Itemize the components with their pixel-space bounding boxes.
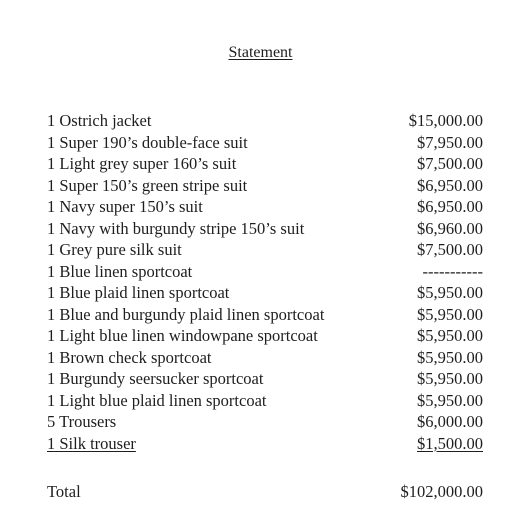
item-amount: $5,950.00 (417, 283, 483, 302)
item-row (47, 239, 483, 261)
item-amount: $15,000.00 (408, 111, 483, 130)
item-amount: $5,950.00 (417, 369, 483, 388)
item-amount: $5,950.00 (417, 304, 483, 324)
item-description: 1 Navy with burgundy stripe 150’s suit (47, 218, 305, 238)
item-row (47, 411, 483, 433)
item-description: 1 Light blue plaid linen sportcoat (47, 390, 267, 410)
item-amount: $6,950.00 (417, 175, 483, 195)
item-description: 1 Blue plaid linen sportcoat (47, 283, 230, 302)
item-description: 1 Light blue linen windowpane sportcoat (47, 326, 318, 345)
statement-title-wrap (0, 43, 521, 63)
item-description: 1 Super 150’s green stripe suit (47, 175, 248, 195)
item-description: 1 Blue linen sportcoat (47, 261, 193, 281)
item-amount: $1,500.00 (417, 433, 483, 453)
item-amount: $6,960.00 (417, 218, 483, 238)
item-description: 5 Trousers (47, 412, 117, 431)
total-label: Total (47, 482, 81, 501)
item-amount: $7,950.00 (417, 132, 483, 152)
item-description: 1 Brown check sportcoat (47, 347, 212, 367)
total-row (47, 481, 483, 502)
item-description: 1 Blue and burgundy plaid linen sportcoat (47, 304, 325, 324)
item-row (47, 175, 483, 197)
item-row (47, 218, 483, 240)
total-amount: $102,000.00 (400, 482, 483, 501)
item-row (47, 347, 483, 369)
item-row (47, 368, 483, 390)
item-amount: $7,500.00 (417, 154, 483, 173)
statement-title: Statement (228, 44, 293, 61)
item-row (47, 433, 483, 455)
item-row (47, 304, 483, 326)
item-description: 1 Burgundy seersucker sportcoat (47, 369, 264, 388)
item-row (47, 153, 483, 175)
item-description: 1 Ostrich jacket (47, 111, 152, 130)
item-amount-dashes: ----------- (422, 261, 483, 281)
item-amount: $5,950.00 (417, 347, 483, 367)
item-amount: $6,000.00 (417, 412, 483, 431)
item-row (47, 390, 483, 412)
item-amount: $5,950.00 (417, 390, 483, 410)
item-row (47, 282, 483, 304)
item-amount: $7,500.00 (417, 240, 483, 259)
item-row (47, 325, 483, 347)
item-description: 1 Navy super 150’s suit (47, 197, 203, 216)
item-amount: $6,950.00 (417, 197, 483, 216)
item-description: 1 Super 190’s double-face suit (47, 132, 248, 152)
item-description: 1 Silk trouser (47, 433, 136, 453)
item-row (47, 261, 483, 283)
items-list (47, 110, 483, 454)
item-row (47, 132, 483, 154)
item-row (47, 110, 483, 132)
item-amount: $5,950.00 (417, 326, 483, 345)
item-description: 1 Grey pure silk suit (47, 240, 182, 259)
item-description: 1 Light grey super 160’s suit (47, 154, 237, 173)
item-row (47, 196, 483, 218)
